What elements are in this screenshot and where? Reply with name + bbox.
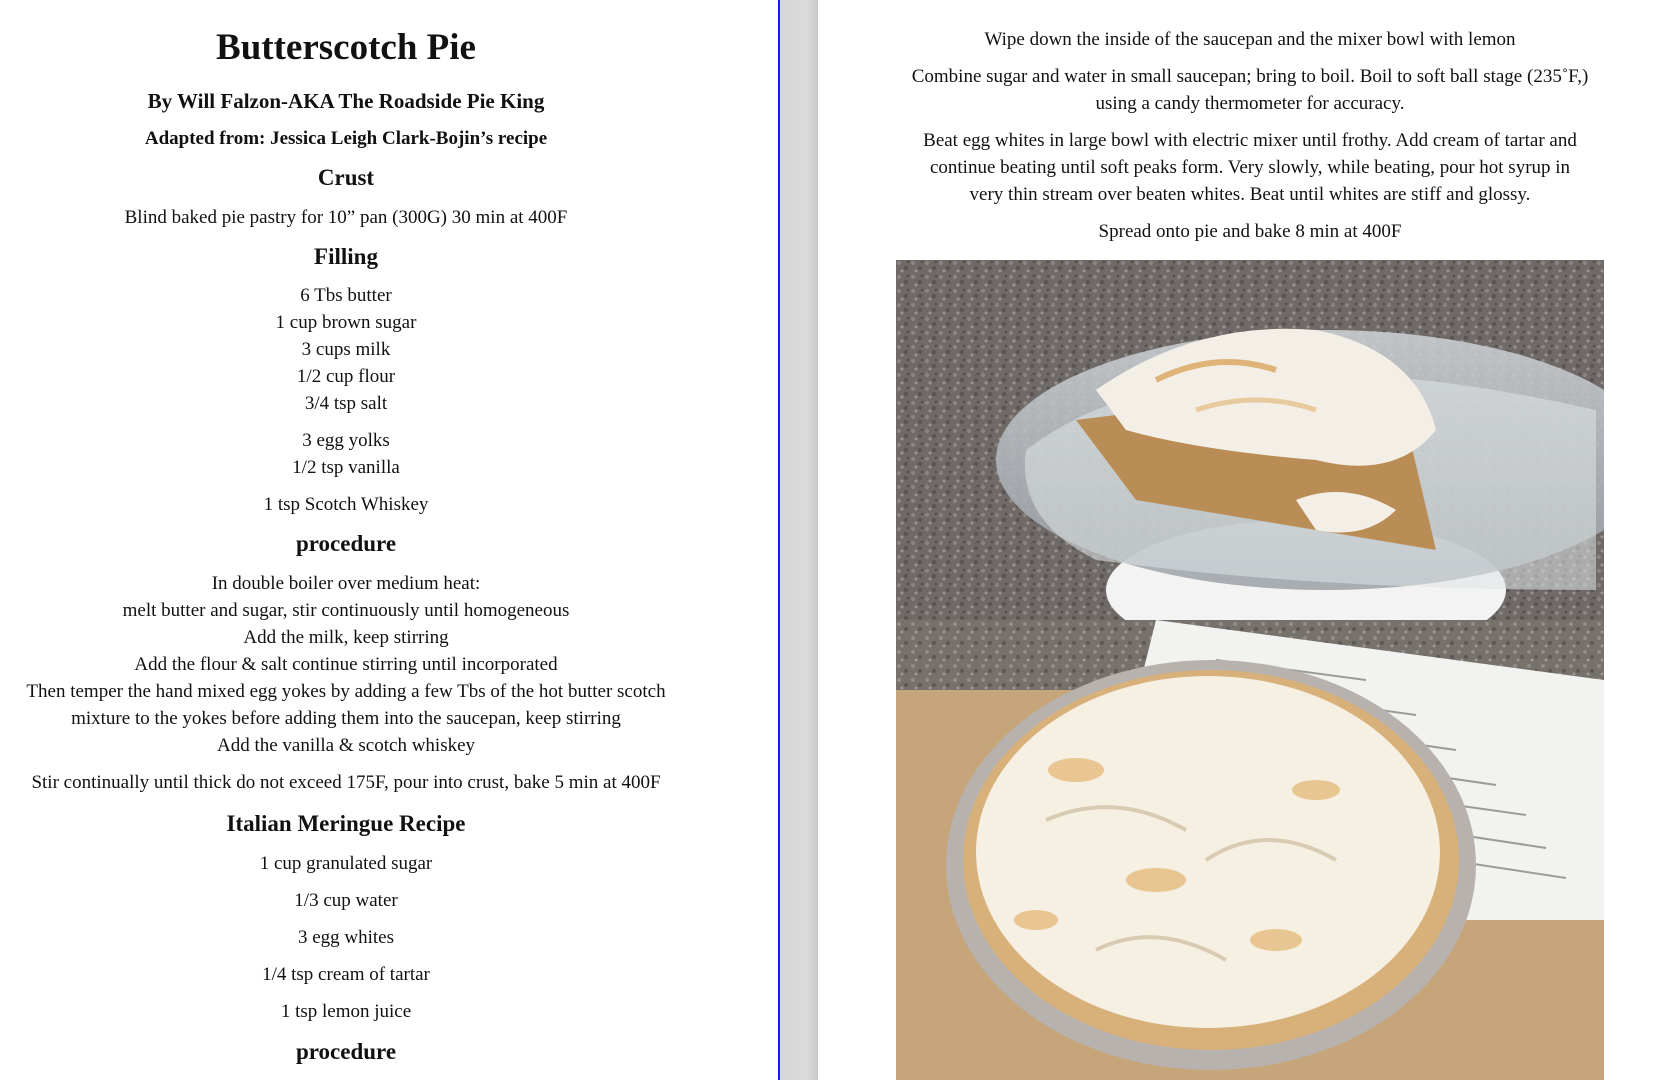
meringue-item: 1/3 cup water [294,890,398,911]
procedure-paragraph: Spread onto pie and bake 8 min at 400F [1098,221,1402,242]
whole-pie-image [896,620,1604,1080]
procedure-line: Stir continually until thick do not exceed 175F, pour into crust, bake 5 min at 400F [31,772,661,793]
procedure-paragraph: continue beating until soft peaks form. Very slowly, while beating, pour hot syrup in [929,157,1571,178]
filling-item: 1/2 tsp vanilla [292,457,400,478]
meringue-item: 1/4 tsp cream of tartar [262,964,430,985]
filling-item: 1 cup brown sugar [275,312,417,333]
procedure-paragraph: very thin stream over beaten whites. Beat until whites are stiff and glossy. [969,184,1531,205]
procedure-paragraph: Combine sugar and water in small saucepan; bring to boil. Boil to soft ball stage (235˚F,) [911,66,1589,87]
filling-item: 1 tsp Scotch Whiskey [263,494,429,515]
pie-slice-photo [896,260,1604,620]
recipe-title: Butterscotch Pie [216,27,476,68]
procedure-line: In double boiler over medium heat: [211,573,481,594]
procedure-line: mixture to the yokes before adding them into the saucepan, keep stirring [71,708,621,729]
procedure-line: melt butter and sugar, stir continuously until homogeneous [122,600,570,621]
author-byline: By Will Falzon-AKA The Roadside Pie King [147,89,545,113]
crust-heading: Crust [317,165,375,190]
filling-item: 3/4 tsp salt [304,393,388,414]
filling-item: 3 egg yolks [302,430,390,451]
filling-heading: Filling [314,244,378,269]
procedure-heading: procedure [295,531,397,556]
procedure-paragraph: Beat egg whites in large bowl with electric mixer until frothy. Add cream of tartar and [923,130,1577,151]
page-right [818,0,1674,1080]
procedure-line: Add the milk, keep stirring [243,627,449,648]
filling-item: 6 Tbs butter [300,285,392,306]
page-left [0,0,778,1080]
whole-pie-photo [896,620,1604,1080]
adapted-from: Adapted from: Jessica Leigh Clark-Bojin’s recipe [144,128,548,149]
procedure-line: Then temper the hand mixed egg yokes by adding a few Tbs of the hot butter scotch [26,681,666,702]
filling-item: 3 cups milk [301,339,391,360]
page-gutter [780,0,818,1080]
pie-slice-image [896,260,1604,620]
crust-text: Blind baked pie pastry for 10” pan (300G) 30 min at 400F [124,207,568,228]
procedure-paragraph: Wipe down the inside of the saucepan and the mixer bowl with lemon [984,29,1516,50]
procedure-line: Add the vanilla & scotch whiskey [216,735,476,756]
procedure-line: Add the flour & salt continue stirring until incorporated [134,654,558,675]
procedure-paragraph: using a candy thermometer for accuracy. [1095,93,1405,114]
meringue-item: 1 tsp lemon juice [280,1001,412,1022]
filling-item: 1/2 cup flour [296,366,396,387]
meringue-item: 1 cup granulated sugar [259,853,433,874]
meringue-heading: Italian Meringue Recipe [226,811,466,836]
procedure-heading-2: procedure [295,1039,397,1064]
meringue-item: 3 egg whites [297,927,395,948]
